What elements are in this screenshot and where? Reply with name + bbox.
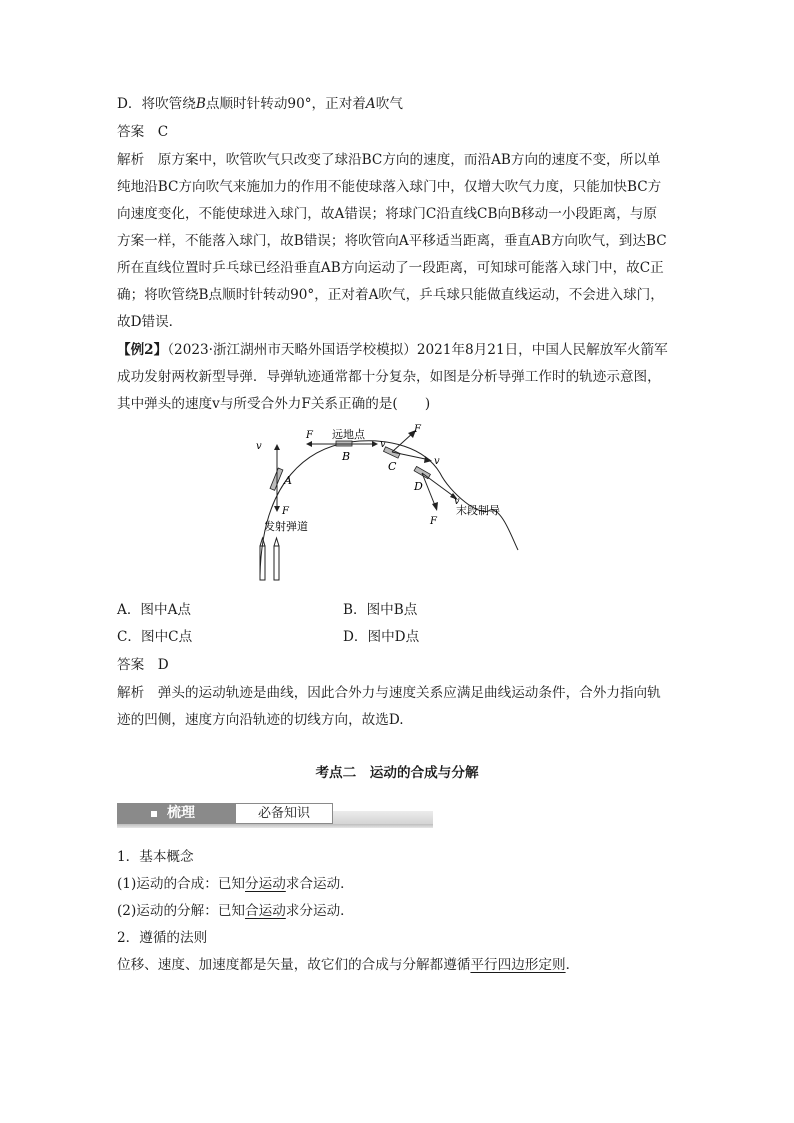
answer-1: 答案 C — [117, 124, 169, 140]
trajectory-figure — [250, 418, 540, 588]
heading-rules: 2．遵循的法则 — [117, 930, 208, 946]
concept-composition: (1)运动的合成：已知分运动求合运动． — [117, 876, 354, 892]
label-v: v — [434, 456, 440, 467]
option-d: D．将吹管绕B点顺时针转动90°，正对着A吹气 — [117, 96, 403, 112]
analysis-2-line: 解析 弹头的运动轨迹是曲线，因此合外力与速度关系应满足曲线运动条件，合外力指向轨 — [117, 685, 661, 701]
example-2-line: 其中弹头的速度v与所受合外力F关系正确的是( ) — [117, 396, 431, 412]
label-f: F — [282, 506, 289, 517]
label-f: F — [430, 516, 437, 527]
analysis-1-line: 确；将吹管绕B点顺时针转动90°，正对着A吹气，乒乓球只能做直线运动，不会进入球门， — [117, 287, 664, 303]
analysis-1-line: 解析 原方案中，吹管吹气只改变了球沿BC方向的速度，而沿AB方向的速度不变，所以单 — [117, 152, 661, 168]
option-d: D．图中D点 — [343, 629, 420, 645]
answer-2: 答案 D — [117, 657, 169, 673]
example-2-line: 【例2】（2023·浙江湖州市天略外国语学校模拟）2021年8月21日，中国人民解放军火箭军 — [117, 342, 668, 358]
option-b: B．图中B点 — [343, 602, 418, 618]
example-tag: 【例2】 — [117, 342, 168, 358]
analysis-1-line: 所在直线位置时乒乓球已经沿垂直AB方向运动了一段距离，可知球可能落入球门中，故C正 — [117, 260, 664, 276]
label-point-b: B — [342, 450, 351, 463]
label-point-a: A — [284, 474, 292, 487]
label-v: v — [380, 439, 386, 450]
option-a: A．图中A点 — [117, 602, 192, 618]
analysis-1-line: 纯地沿BC方向吹气来施加力的作用不能使球落入球门中，仅增大吹气力度，只能加快BC方 — [117, 179, 662, 195]
square-icon — [151, 811, 157, 817]
section-title: 考点二 运动的合成与分解 — [315, 765, 479, 781]
analysis-1-line: 向速度变化，不能使球进入球门，故A错误；将球门C沿直线CB向B移动一小段距离，与原 — [117, 206, 657, 222]
banner-sub: 必备知识 — [235, 803, 333, 824]
label-terminal-guidance: 末段制导 — [456, 504, 500, 517]
label-launch-trajectory: 发射弹道 — [264, 520, 308, 533]
missile-a-icon — [270, 468, 283, 490]
analysis-1-line: 方案一样，不能落入球门，故B错误；将吹管向A平移适当距离，垂直AB方向吹气，到达BC — [117, 233, 667, 249]
label-v: v — [454, 496, 460, 507]
missile-c-icon — [383, 447, 400, 458]
section-banner — [117, 803, 433, 827]
example-2-line: 成功发射两枚新型导弹．导弹轨迹通常都十分复杂，如图是分析导弹工作时的轨迹示意图， — [117, 369, 661, 385]
option-c: C．图中C点 — [117, 629, 193, 645]
rule-parallelogram: 位移、速度、加速度都是矢量，故它们的合成与分解都遵循平行四边形定则． — [117, 957, 580, 973]
concept-decomposition: (2)运动的分解：已知合运动求分运动． — [117, 903, 354, 919]
label-point-c: C — [388, 460, 397, 473]
label-point-d: D — [414, 480, 423, 493]
label-f: F — [414, 424, 421, 435]
heading-basic-concepts: 1．基本概念 — [117, 849, 194, 865]
label-v: v — [256, 441, 262, 452]
analysis-1-line: 故D错误． — [117, 314, 183, 330]
label-f: F — [306, 430, 313, 441]
label-apogee: 远地点 — [332, 428, 365, 441]
analysis-2-line: 迹的凹侧，速度方向沿轨迹的切线方向，故选D. — [117, 712, 404, 728]
banner-main: 梳理 — [167, 805, 195, 821]
